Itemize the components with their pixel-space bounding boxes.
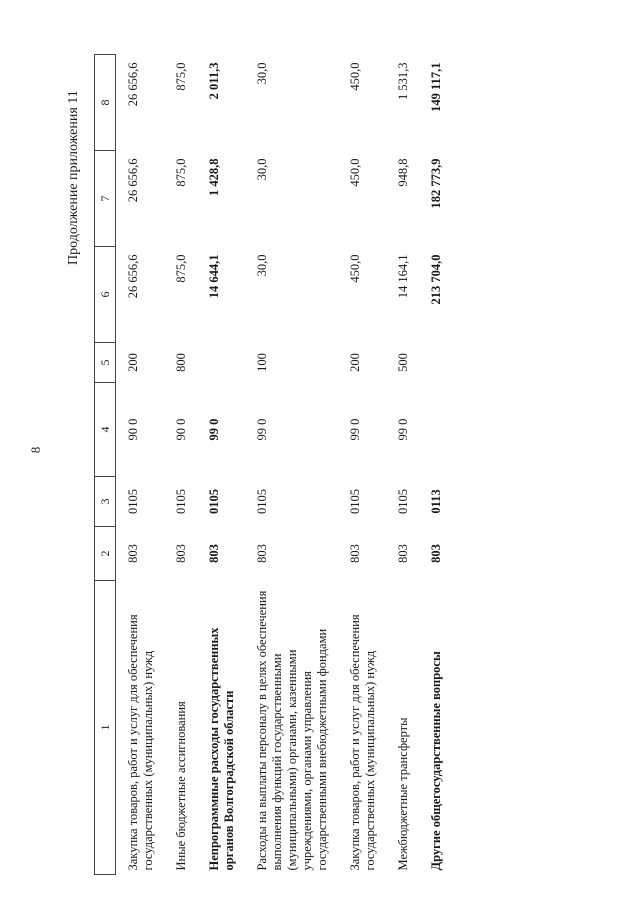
col-header-6: 6: [95, 247, 116, 343]
row-expense-type: 200: [126, 353, 140, 372]
table-row: [164, 55, 197, 875]
row-expense-type: 500: [396, 353, 410, 372]
row-value-year3: 30,0: [255, 62, 269, 85]
table-row: [116, 55, 165, 875]
row-value-year1: 213 704,0: [429, 254, 443, 305]
row-value-year2: 182 773,9: [429, 158, 443, 209]
row-value-year2: 26 656,6: [126, 158, 140, 203]
row-value-year2: 450,0: [348, 158, 362, 187]
col-header-3: 3: [95, 477, 116, 527]
col-header-4: 4: [95, 383, 116, 477]
row-value-year3: 26 656,6: [126, 62, 140, 107]
table-row: [386, 55, 419, 875]
row-code: 803: [174, 544, 188, 563]
row-value-year3: 450,0: [348, 62, 362, 91]
row-target: 99 0: [348, 418, 362, 441]
row-value-year1: 30,0: [255, 254, 269, 277]
row-expense-type: [419, 343, 452, 383]
row-name: Иные бюджетные ассигнования: [174, 701, 188, 871]
row-value-year2: 30,0: [255, 158, 269, 181]
row-code: 803: [396, 544, 410, 563]
row-code: 803: [429, 544, 443, 563]
row-target: 99 0: [255, 418, 269, 441]
row-target: [419, 383, 452, 477]
row-section: 0105: [255, 489, 269, 514]
col-header-5: 5: [95, 343, 116, 383]
col-header-7: 7: [95, 151, 116, 247]
row-target: 99 0: [396, 418, 410, 441]
row-name: Закупка товаров, работ и услуг для обеспечения государственных (муниципальных) нужд: [348, 614, 377, 871]
row-section: 0113: [429, 489, 443, 514]
row-value-year2: 875,0: [174, 158, 188, 187]
table-row: [419, 55, 452, 875]
row-value-year3: 2 011,3: [207, 62, 221, 100]
row-section: 0105: [174, 489, 188, 514]
col-header-8: 8: [95, 55, 116, 151]
col-header-1: 1: [95, 581, 116, 875]
row-name: Расходы на выплаты персоналу в целях обеспечения выполнения функций государственными (муниципальными) органами, казенными учреждениями, органами управления государственными внебюджетными фондами: [255, 590, 329, 871]
row-value-year1: 450,0: [348, 254, 362, 283]
table-row: [338, 55, 386, 875]
row-name: Закупка товаров, работ и услуг для обеспечения государственных (муниципальных) нужд: [126, 614, 155, 871]
table-row: [245, 55, 338, 875]
row-value-year1: 14 644,1: [207, 254, 221, 299]
page-number: 8: [28, 446, 43, 454]
row-expense-type: 200: [348, 353, 362, 372]
row-name: Другие общегосударственные вопросы: [429, 651, 443, 871]
row-target: 99 0: [207, 418, 221, 441]
row-target: 90 0: [174, 418, 188, 441]
row-section: 0105: [396, 489, 410, 514]
row-expense-type: [197, 343, 245, 383]
budget-table: [94, 54, 452, 875]
continuation-title: Продолжение приложения 11: [66, 90, 81, 265]
row-code: 803: [255, 544, 269, 563]
row-section: 0105: [126, 489, 140, 514]
row-expense-type: 800: [174, 353, 188, 372]
row-value-year2: 1 428,8: [207, 158, 221, 196]
row-value-year3: 149 117,1: [429, 62, 443, 112]
row-value-year1: 875,0: [174, 254, 188, 283]
row-value-year3: 1 531,3: [396, 62, 410, 100]
row-value-year1: 26 656,6: [126, 254, 140, 299]
table-row: [197, 55, 245, 875]
col-header-2: 2: [95, 527, 116, 581]
row-target: 90 0: [126, 418, 140, 441]
row-value-year2: 948,8: [396, 158, 410, 187]
row-value-year1: 14 164,1: [396, 254, 410, 299]
row-code: 803: [126, 544, 140, 563]
row-expense-type: 100: [255, 353, 269, 372]
header-row: [95, 55, 116, 875]
row-code: 803: [207, 544, 221, 563]
row-section: 0105: [348, 489, 362, 514]
row-name: Межбюджетные трансферты: [396, 717, 410, 871]
row-code: 803: [348, 544, 362, 563]
row-section: 0105: [207, 489, 221, 514]
row-name: Непрограммные расходы государственных органов Волгоградской области: [207, 627, 236, 871]
row-value-year3: 875,0: [174, 62, 188, 91]
